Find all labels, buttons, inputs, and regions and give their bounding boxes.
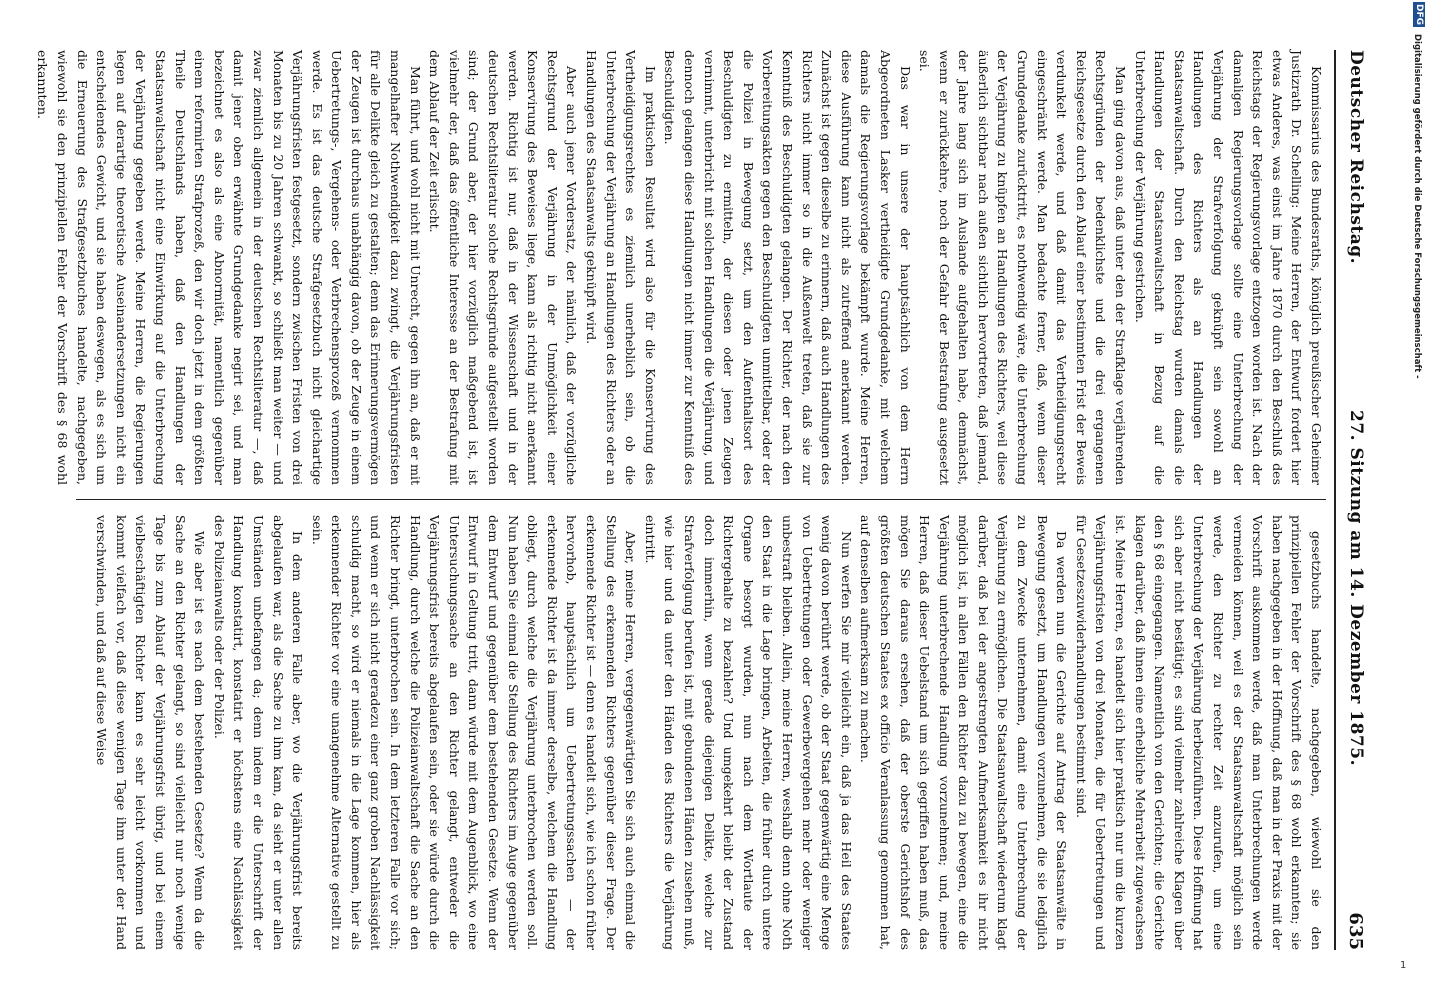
paragraph: In dem anderen Falle aber, wo die Verjährungsfrist bereits abgelaufen war, als die Sache zu ihm kam, da sieht er unter allen Umständen unbefangen da; denn indem er die Unterschrift der Handlung konstatirt, konstatirt er höchstens eine Nachlässigkeit des Polizeianwalts oder der Polizei. — [211, 515, 306, 950]
header-title: Deutscher Reichstag. — [1346, 50, 1366, 265]
paragraph: Da werden nun die Gerichte auf Antrag der Staatsanwälte in Bewegung gesetzt, um Handlungen vorzunehmen, die sie lediglich zu dem Zwecke unternehmen, damit eine Unterbrechung der Verjährung zu ermöglichen. Die Staatsanwaltschaft wiederum klagt darüber, daß bei der angestrengten Aufmerksamkeit es ihr nicht möglich ist, in allen Fällen den Richter dazu zu bewegen, eine die Verjährung unterbrechende Handlung vorzunehmen; und, meine Herren, daß dieser Uebelstand um sich gegriffen haben muß, das mögen Sie daraus ersehen, daß der oberste Gerichtshof des größten deutschen Staates ex officio Veranlassung genommen hat, auf denselben aufmerksam zu machen. — [858, 515, 1070, 950]
paragraph: Man führt, und wohl nicht mit Unrecht, gegen ihn an, daß er mit mangelhafter Nothwendigkeit dazu zwingt, die Verjährungsfristen für alle Delikte gleich zu gestalten; denn das Erinnerungsvermögen der Zeugen ist durchaus unabhängig davon, ob der Zeuge in einem Uebertretungs-, Vergehens- oder Verbrechensprozeß vernommen werde. Es ist das deutsche Strafgesetzbuch nicht gleichartige Verjährungsfristen festgesetzt, sondern zwischen Fristen von drei Monaten bis zu 20 Jahren schwankt, so schließt man weiter — und zwar ziemlich allgemein in der deutschen Rechtsliteratur —, daß damit jener oben erwähnte Grundgedanke negirt sei, und man bezeichnet es also als eine Abnormität, namentlich gegenüber einem reformirten Strafprozeß, den wir doch jetzt in dem größten Theile Deutschlands haben, daß den Handlungen der Staatsanwaltschaft nicht eine Einwirkung auf die Unterbrechung der Verjährung gegeben werde. Meine Herren, die Regierungen legen auf derartige theoretische Auseinandersetzungen nicht ein entscheidendes Gewicht, und sie haben deswegen, als es sich um die Erneuerung des Strafgesetzbuches handelte, nachgegeben, wiewohl sie den prinzipiellen Fehler der Vorschrift des § 68 wohl erkannten. — [35, 50, 423, 485]
dfg-logo: DFG — [1414, 4, 1424, 26]
document-page — [35, 50, 1372, 950]
digitization-sidebar — [1408, 0, 1432, 1000]
paragraph: gesetzbuchs handelte, nachgegeben, wiewohl sie den prinzipiellen Fehler der Vorschrift des § 68 wohl erkannten; sie haben nachgegeben in der Hoffnung, daß man in der Praxis mit der Vorschrift auskommen werde, daß man Unterbrechungen werde vermeiden können, weil es der Staatsanwaltschaft möglich sein werde, den Richter zu rechter Zeit anzurufen, um eine Unterbrechung der Verjährung herbeizuführen. Diese Hoffnung hat sich aber nicht bestätigt; es sind vielmehr zahlreiche Klagen über den § 68 eingegangen. Namentlich von den Gerichten; die Gerichte klagen darüber, daß ihnen eine erhebliche Mehrarbeit zugewachsen ist. Meine Herren, es handelt sich hier praktisch nur um die kurzen Verjährungsfristen von drei Monaten, die für Uebertretungen und für Gesetzeszuwiderhandlungen bestimmt sind. — [1073, 515, 1324, 950]
paragraph: Aber, meine Herren, vergegenwärtigen Sie sich auch einmal die Stellung des erkennenden Richters gegenüber dieser Frage. Der erkennende Richter ist — denn es handelt sich, wie ich schon früher hervorhob, hauptsächlich um Uebertretungssachen — der erkennende Richter ist da immer derselbe, welchem die Handlung obliegt, durch welche die Verjährung unterbrochen werden soll. Nun haben Sie einmal die Stellung des Richters im Auge gegenüber dem Entwurf und gegenüber dem bestehenden Gesetze. Wenn der Entwurf in Geltung tritt, dann würde mit dem Augenblick, wo eine Untersuchungssache an den Richter gelangt, entweder die Verjährungsfrist bereits abgelaufen sein, oder sie würde durch die Handlung, durch welche die Polizeianwaltschaft die Sache an den Richter bringt, unterbrochen sein. In dem letzteren Falle vor sich; und wenn er sich nicht geradezu einer ganz groben Nachlässigkeit schuldig macht, so wird er niemals in die Lage kommen, hier als erkennender Richter vor eine unangenehme Alternative gestellt zu sein. — [309, 515, 639, 950]
header-session: 27. Sitzung am 14. Dezember 1875. — [1346, 410, 1366, 767]
page-mark: 1 — [1400, 960, 1407, 971]
page-number: 635 — [1345, 912, 1366, 950]
header-rule — [1334, 50, 1336, 950]
page-header — [1336, 50, 1372, 950]
right-column — [76, 515, 1326, 950]
paragraph: Nun werfen Sie mir vielleicht ein, daß ja das Heil des Staates wenig davon berührt werde, ob der Staat gegenwärtig eine Menge von Uebertretungen oder Gewerbevergehen mehr oder weniger unbestraft bleiben. Allein, meine Herren, weshalb denn ohne Noth den Staat in die Lage bringen, Arbeiten, die früher durch untere Organe besorgt wurden, nun nach dem Wortlaute der Richtergehalte zu bezahlen? Und umgekehrt bleibt der Zustand doch immerhin, wenn gerade diejenigen Delikte, welche zur Strafverfolgung berufen ist, mit gebundenen Händen zusehen muß, wie hier und da unter den Händen des Richters die Verjährung eintritt. — [642, 515, 854, 950]
column-divider — [76, 499, 1326, 500]
paragraph: Wie aber ist es nach dem bestehenden Gesetze? Wenn da die Sache an den Richter gelangt, so sind vielleicht nur noch wenige Tage bis zum Ablauf der Verjährungsfrist übrig, und bei einem vielbeschäftigten Richter kann es sehr leicht vorkommen und kommt vielfach vor, daß diese wenigen Tage ihm unter der Hand verschwinden, und daß auf diese Weise — [94, 515, 208, 950]
paragraph: Im praktischen Resultat wird also für die Konservirung des Vertheidigungsrechtes es ziemlich unerheblich sein, ob die Unterbrechung der Verjährung an Handlungen des Richters oder an Handlungen des Staatsanwalts geknüpft wird. — [584, 50, 658, 485]
paragraph: Das war in unsere der hauptsächlich von dem Herrn Abgeordneten Lasker vertheidigte Grundgedanke, mit welchem damals die Regierungsvorlage bekämpft wurde. Meine Herren, diese Ausführung kann nicht als zutreffend anerkannt werden. Zunächst ist gegen dieselbe zu erinnern, daß auch Handlungen des Richters nicht immer so in die Außenwelt treten, daß sie zur Kenntniß des Beschuldigten gelangen. Der Richter, der nach den Vorbereitungsakten gegen den Beschuldigten unmittelbar, oder der die Polizei in Bewegung setzt, um den Aufenthaltsort des Beschuldigten zu ermitteln, der diesen oder jenen Zeugen vernimmt, unterbricht mit solchen Handlungen die Verjährung, und dennoch gelangen diese Handlungen nicht immer zur Kenntniß des Beschuldigten. — [662, 50, 913, 485]
digitization-credit: Digitalisierung gefördert durch die Deutsche Forschungsgemeinschaft - — [1412, 34, 1422, 379]
paragraph: Man ging davon aus, daß unter den der Strafklage verjährenden Rechtsgründen der bedenklichste und die drei ergangenen Reichsgesetze durch den Ablauf einer bestimmten Frist der Beweis verdunkelt werde, und daß damit das Vertheidigungsrecht eingeschränkt werde. Man bedachte ferner, daß, wenn dieser Grundgedanke zurücktritt, es nothwendig wäre, die Unterbrechung der Verjährung zu knüpfen an Handlungen des Richters, weil diese äußerlich sichtbar nach außen sichtlich hervortreten, daß jemand, der Jahre lang sich im Auslande aufgehalten habe, demnächst, wenn er zurückkehre, noch der Gefahr der Bestrafung ausgesetzt sei. — [917, 50, 1129, 485]
paragraph: Aber auch jener Vordersatz, der nämlich, daß der vorzügliche Rechtsgrund der Verjährung in der Unmöglichkeit einer Konservirung des Beweises liege, kann als richtig nicht anerkannt werden. Richtig ist nur, daß in der Wissenschaft und in der deutschen Rechtsliteratur solche Rechtsgründe aufgestellt worden sind; der Grund aber, der hier vorzüglich maßgebend ist, ist vielmehr der, daß das öffentliche Interesse an der Bestrafung mit dem Ablauf der Zeit erlischt. — [427, 50, 580, 485]
left-column — [35, 50, 1326, 485]
paragraph: Kommissarius des Bundesraths, königlich preußischer Geheimer Justizrath Dr. Schelling: Meine Herren, der Entwurf fordert hier etwas Anderes, was einst im Jahre 1870 durch den Beschluß des Reichstags der Regierungsvorlage entzogen worden ist. Nach der damaligen Regierungsvorlage sollte eine Unterbrechung der Verjährung der Strafverfolgung geknüpft sein sowohl an Handlungen des Richters als an Handlungen der Staatsanwaltschaft. Durch den Reichstag wurden damals die Handlungen der Staatsanwaltschaft in Bezug auf die Unterbrechung der Verjährung gestrichen. — [1132, 50, 1324, 485]
